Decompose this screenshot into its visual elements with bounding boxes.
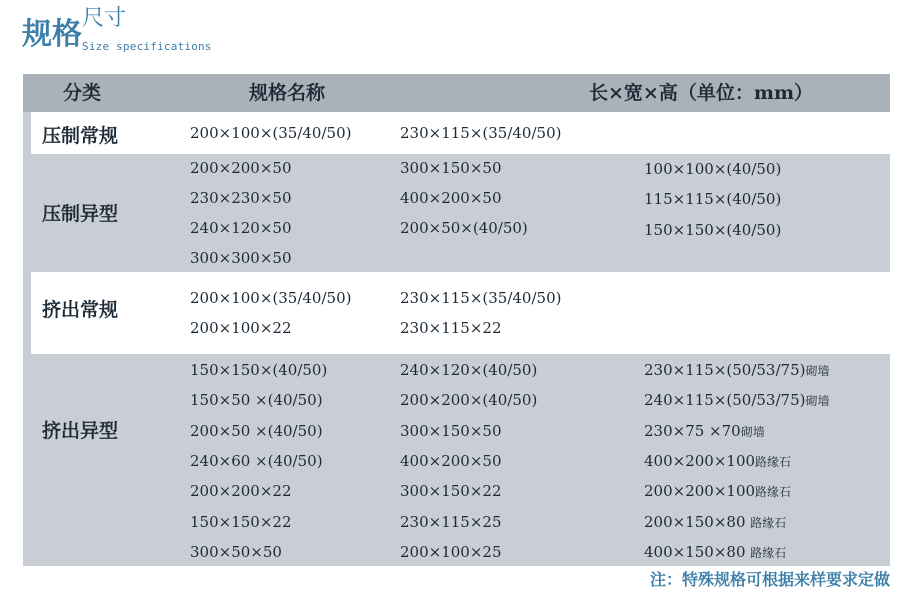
- table-cell: 230×230×50: [190, 189, 292, 207]
- table-cell: 150×150×(40/50): [644, 221, 782, 239]
- title-english: Size specifications: [82, 40, 212, 53]
- table-cell: 230×75 ×70砌墙: [644, 422, 765, 440]
- table-cell: 150×50 ×(40/50): [190, 391, 323, 409]
- header-dimensions: 长×宽×高（单位：mm）: [589, 82, 814, 104]
- table-cell: 200×200×(40/50): [400, 391, 538, 409]
- row-name-3: 挤出常规: [42, 299, 119, 321]
- table-cell: 230×115×(35/40/50): [400, 289, 562, 307]
- table-cell: 300×150×50: [400, 159, 502, 177]
- table-cell: 400×200×100路缘石: [644, 452, 792, 470]
- spec-table: [23, 74, 890, 566]
- footnote: 注：特殊规格可根据来样要求定做: [649, 570, 890, 589]
- table-cell: 300×50×50: [190, 543, 282, 561]
- table-cell: 240×60 ×(40/50): [190, 452, 323, 470]
- table-cell: 230×115×(35/40/50): [400, 124, 562, 142]
- row-name-1: 压制常规: [42, 125, 119, 147]
- table-cell: 150×150×(40/50): [190, 361, 328, 379]
- table-cell: 200×50 ×(40/50): [190, 422, 323, 440]
- header-category: 分类: [63, 82, 102, 104]
- table-cell: 400×150×80 路缘石: [644, 543, 787, 561]
- table-cell: 200×200×50: [190, 159, 292, 177]
- table-cell: 200×100×25: [400, 543, 502, 561]
- header-spec-name: 规格名称: [249, 82, 326, 104]
- table-cell: 200×50×(40/50): [400, 219, 528, 237]
- table-cell: 200×100×(35/40/50): [190, 124, 352, 142]
- table-cell: 240×115×(50/53/75)砌墙: [644, 391, 830, 409]
- title-main: 规格: [22, 17, 82, 52]
- table-cell: 115×115×(40/50): [644, 190, 782, 208]
- table-cell: 200×100×22: [190, 319, 292, 337]
- table-cell: 230×115×(50/53/75)砌墙: [644, 361, 830, 379]
- table-cell: 200×100×(35/40/50): [190, 289, 352, 307]
- table-cell: 200×200×22: [190, 482, 292, 500]
- table-header: [23, 74, 890, 112]
- table-cell: 400×200×50: [400, 452, 502, 470]
- table-cell: 400×200×50: [400, 189, 502, 207]
- table-cell: 150×150×22: [190, 513, 292, 531]
- table-cell: 200×200×100路缘石: [644, 482, 792, 500]
- table-cell: 300×150×50: [400, 422, 502, 440]
- row-name-2: 压制异型: [42, 203, 119, 225]
- table-cell: 230×115×25: [400, 513, 502, 531]
- table-cell: 200×150×80 路缘石: [644, 513, 787, 531]
- table-cell: 100×100×(40/50): [644, 160, 782, 178]
- table-cell: 300×300×50: [190, 249, 292, 267]
- title-sup: 尺寸: [82, 6, 127, 31]
- table-cell: 300×150×22: [400, 482, 502, 500]
- row-band-3: [31, 272, 890, 354]
- table-cell: 240×120×(40/50): [400, 361, 538, 379]
- table-cell: 240×120×50: [190, 219, 292, 237]
- row-name-4: 挤出异型: [42, 420, 119, 442]
- table-cell: 230×115×22: [400, 319, 502, 337]
